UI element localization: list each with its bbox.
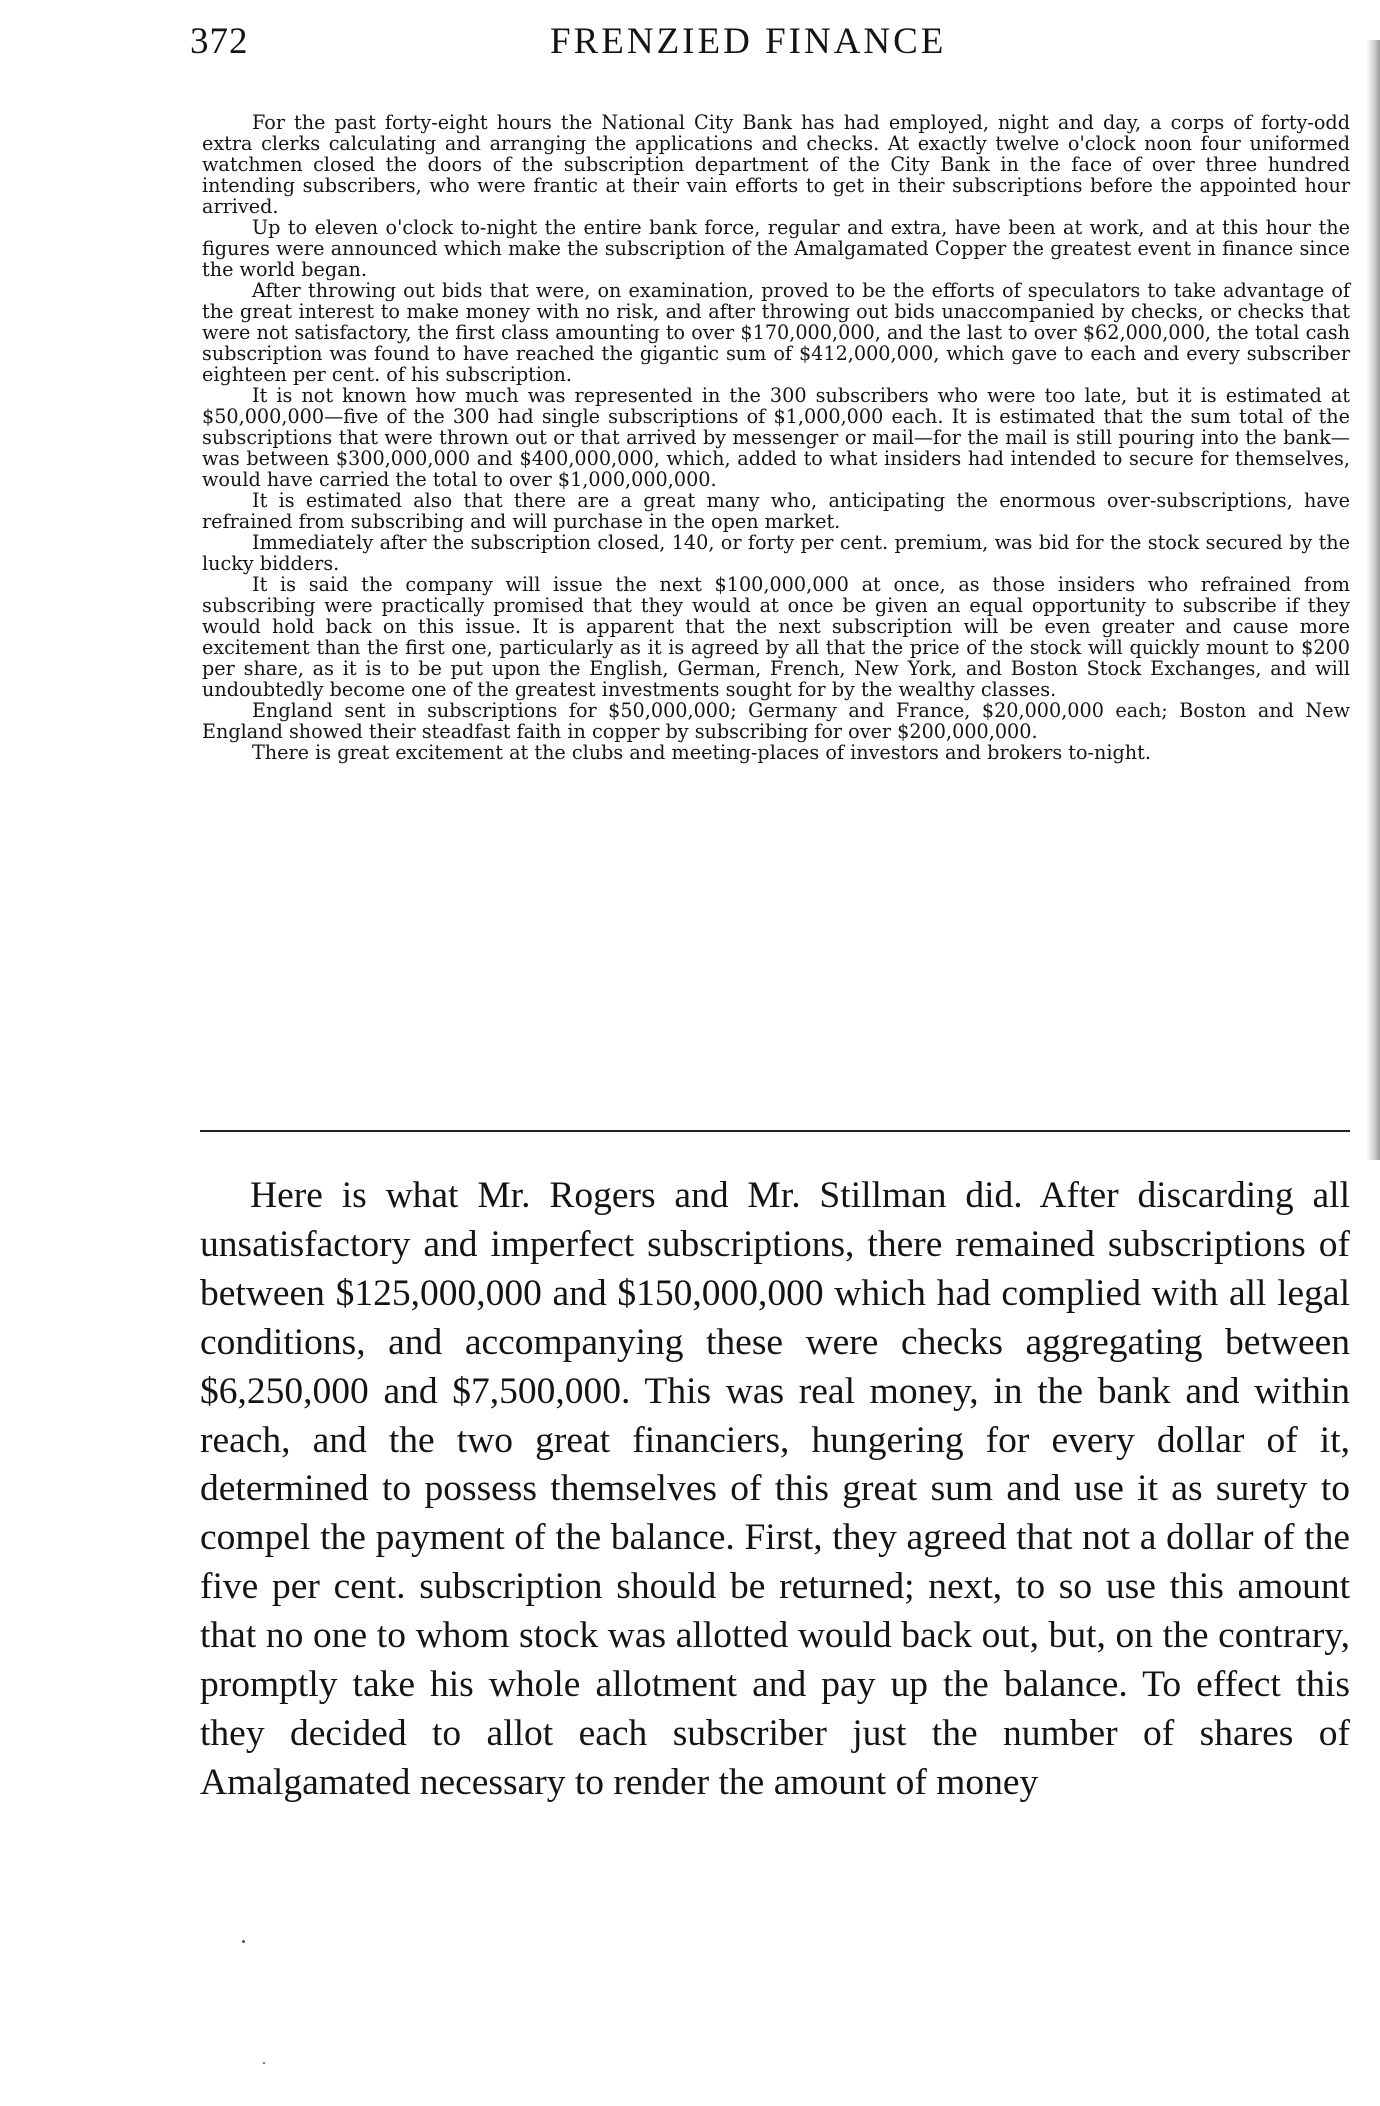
dispatch-paragraph: There is great excitement at the clubs and meeting-places of investors and brokers to-night. [252, 741, 1151, 764]
scan-speck [263, 2062, 265, 2064]
dispatch-paragraph: It is not known how much was represented in the 300 subscribers who were too late, but it is estimated at $50,000,000—five of the 300 had single subscriptions of $1,000,000 each. It is estimated that the sum total of the subscriptions that were thrown out or that arrived by messenger or mail—for the mail is still pouring into the bank—was between $300,000,000 and $400,000,000, which, added to what insiders had intended to secure for themselves, would have carried the total to over $1,000,000,000. [202, 384, 1350, 491]
dispatch-paragraph: England sent in subscriptions for $50,000,000; Germany and France, $20,000,000 each; Boston and New England showed their steadfast faith in copper by subscribing for over $200,000,000. [202, 699, 1350, 743]
main-body-text [200, 1172, 1350, 1808]
dispatch-paragraph: It is estimated also that there are a great many who, anticipating the enormous over-subscriptions, have refrained from subscribing and will purchase in the open market. [202, 489, 1350, 533]
page-header [190, 20, 1350, 80]
scan-speck [242, 1940, 245, 1943]
quoted-newspaper-dispatch [202, 112, 1350, 763]
dispatch-paragraph: After throwing out bids that were, on examination, proved to be the efforts of speculators to take advantage of the great interest to make money with no risk, and after throwing out bids unaccompanied by checks, or checks that were not satisfactory, the first class amounting to over $170,000,000, and the last to over $62,000,000, the total cash subscription was found to have reached the gigantic sum of $412,000,000, which gave to each and every subscriber eighteen per cent. of his subscription. [202, 279, 1350, 386]
body-paragraph: Here is what Mr. Rogers and Mr. Stillman did. After discarding all unsatisfactory and imperfect subscriptions, there remained subscriptions of between $125,000,000 and $150,000,000 which had complied with all legal conditions, and accompanying these were checks aggregating between $6,250,000 and $7,500,000. This was real money, in the bank and within reach, and the two great financiers, hungering for every dollar of it, determined to possess themselves of this great sum and use it as surety to compel the payment of the balance. First, they agreed that not a dollar of the five per cent. subscription should be returned; next, to so use this amount that no one to whom stock was allotted would back out, but, on the contrary, promptly take his whole allotment and pay up the balance. To effect this they decided to allot each subscriber just the number of shares of Amalgamated necessary to render the amount of money [200, 1175, 1350, 1803]
dispatch-paragraph: Up to eleven o'clock to-night the entire bank force, regular and extra, have been at work, and at this hour the figures were announced which make the subscription of the Amalgamated Copper the greatest event in finance since the world began. [202, 216, 1350, 281]
dispatch-paragraph: Immediately after the subscription closed, 140, or forty per cent. premium, was bid for the stock secured by the lucky bidders. [202, 531, 1350, 575]
dispatch-paragraph: It is said the company will issue the next $100,000,000 at once, as those insiders who refrained from subscribing were practically promised that they would at once be given an equal opportunity to subscribe if they would hold back on this issue. It is apparent that the next subscription will be even greater and cause more excitement than the first one, particularly as it is agreed by all that the price of the stock will quickly mount to $200 per share, as it is to be put upon the English, German, French, New York, and Boston Stock Exchanges, and will undoubtedly become one of the greatest investments sought for by the wealthy classes. [202, 573, 1350, 701]
running-title: FRENZIED FINANCE [550, 21, 947, 62]
page-edge-shadow [1366, 40, 1380, 1160]
dispatch-paragraph: For the past forty-eight hours the National City Bank has had employed, night and day, a corps of forty-odd extra clerks calculating and arranging the applications and checks. At exactly twelve o'clock noon four uniformed watchmen closed the doors of the subscription department of the City Bank in the face of over three hundred intending subscribers, who were frantic at their vain efforts to get in their subscriptions before the appointed hour arrived. [202, 111, 1350, 218]
section-divider-rule [200, 1130, 1350, 1132]
page-number: 372 [190, 21, 249, 62]
